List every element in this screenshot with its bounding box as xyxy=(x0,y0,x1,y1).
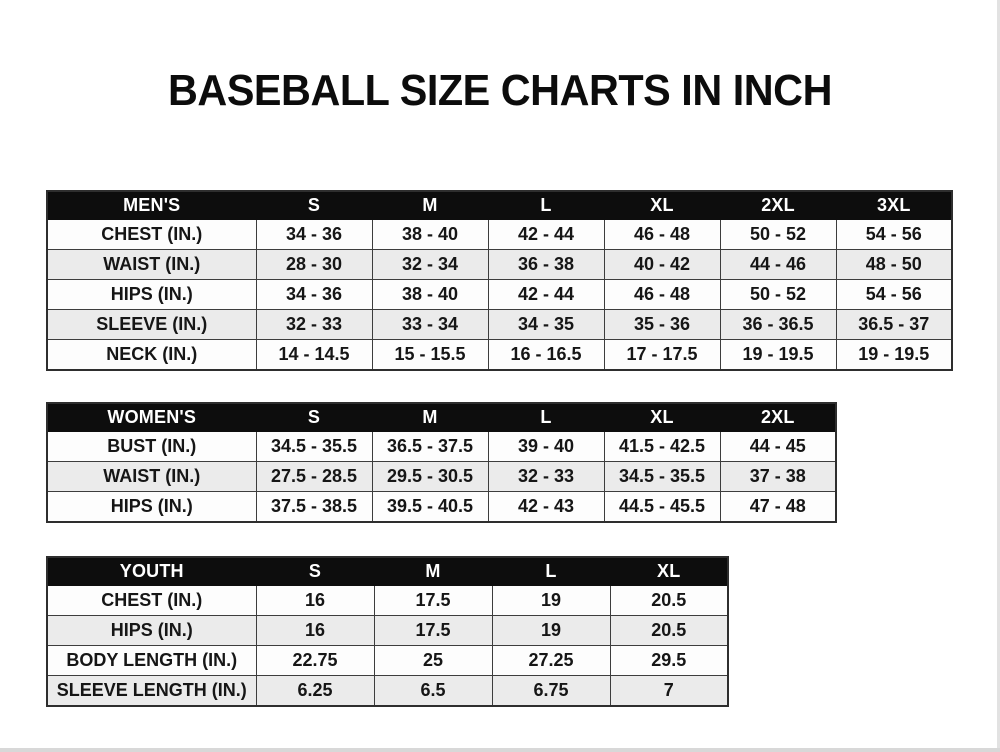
size-value-cell: 36.5 - 37.5 xyxy=(372,432,488,462)
size-value-cell: 38 - 40 xyxy=(372,280,488,310)
size-value-cell: 29.5 - 30.5 xyxy=(372,462,488,492)
size-value-cell: 47 - 48 xyxy=(720,492,836,523)
size-column-header-cell: S xyxy=(256,191,372,220)
size-value-cell: 34.5 - 35.5 xyxy=(256,432,372,462)
size-column-header-cell: XL xyxy=(604,191,720,220)
measurement-label-cell: SLEEVE LENGTH (IN.) xyxy=(47,676,256,707)
measurement-label-cell: BUST (IN.) xyxy=(47,432,256,462)
size-value-cell: 19 xyxy=(492,616,610,646)
size-value-cell: 32 - 34 xyxy=(372,250,488,280)
size-value-cell: 16 - 16.5 xyxy=(488,340,604,371)
table-row xyxy=(47,340,952,371)
size-value-cell: 16 xyxy=(256,586,374,616)
size-value-cell: 20.5 xyxy=(610,616,728,646)
size-value-cell: 19 - 19.5 xyxy=(836,340,952,371)
size-value-cell: 16 xyxy=(256,616,374,646)
mens-header-row xyxy=(47,191,952,220)
mens-size-table xyxy=(46,190,953,371)
size-value-cell: 50 - 52 xyxy=(720,280,836,310)
size-value-cell: 44.5 - 45.5 xyxy=(604,492,720,523)
size-value-cell: 14 - 14.5 xyxy=(256,340,372,371)
measurement-label-cell: HIPS (IN.) xyxy=(47,616,256,646)
table-row xyxy=(47,676,728,707)
measurement-label-cell: SLEEVE (IN.) xyxy=(47,310,256,340)
size-column-header-cell: M xyxy=(372,191,488,220)
size-value-cell: 27.5 - 28.5 xyxy=(256,462,372,492)
size-column-header-cell: L xyxy=(492,557,610,586)
size-value-cell: 44 - 46 xyxy=(720,250,836,280)
size-column-header-cell: 2XL xyxy=(720,191,836,220)
size-column-header-cell: M xyxy=(372,403,488,432)
size-value-cell: 46 - 48 xyxy=(604,280,720,310)
womens-size-table xyxy=(46,402,837,523)
size-value-cell: 50 - 52 xyxy=(720,220,836,250)
mens-group-header-cell: MEN'S xyxy=(47,191,256,220)
size-value-cell: 22.75 xyxy=(256,646,374,676)
measurement-label-cell: BODY LENGTH (IN.) xyxy=(47,646,256,676)
table-row xyxy=(47,462,836,492)
size-value-cell: 39.5 - 40.5 xyxy=(372,492,488,523)
measurement-label-cell: CHEST (IN.) xyxy=(47,220,256,250)
size-value-cell: 38 - 40 xyxy=(372,220,488,250)
size-value-cell: 29.5 xyxy=(610,646,728,676)
size-value-cell: 54 - 56 xyxy=(836,220,952,250)
size-value-cell: 6.5 xyxy=(374,676,492,707)
size-column-header-cell: L xyxy=(488,191,604,220)
size-column-header-cell: M xyxy=(374,557,492,586)
size-value-cell: 42 - 44 xyxy=(488,280,604,310)
size-value-cell: 41.5 - 42.5 xyxy=(604,432,720,462)
measurement-label-cell: HIPS (IN.) xyxy=(47,280,256,310)
size-value-cell: 32 - 33 xyxy=(488,462,604,492)
size-value-cell: 33 - 34 xyxy=(372,310,488,340)
size-column-header-cell: XL xyxy=(610,557,728,586)
table-row xyxy=(47,250,952,280)
size-value-cell: 36 - 36.5 xyxy=(720,310,836,340)
size-value-cell: 34 - 36 xyxy=(256,280,372,310)
womens-group-header-cell: WOMEN'S xyxy=(47,403,256,432)
size-column-header-cell: XL xyxy=(604,403,720,432)
youth-size-table xyxy=(46,556,729,707)
size-value-cell: 27.25 xyxy=(492,646,610,676)
youth-header-row xyxy=(47,557,728,586)
size-column-header-cell: S xyxy=(256,403,372,432)
table-row xyxy=(47,280,952,310)
size-value-cell: 48 - 50 xyxy=(836,250,952,280)
size-column-header-cell: S xyxy=(256,557,374,586)
table-row xyxy=(47,616,728,646)
measurement-label-cell: WAIST (IN.) xyxy=(47,250,256,280)
size-value-cell: 15 - 15.5 xyxy=(372,340,488,371)
size-value-cell: 20.5 xyxy=(610,586,728,616)
size-value-cell: 37 - 38 xyxy=(720,462,836,492)
table-row xyxy=(47,220,952,250)
measurement-label-cell: WAIST (IN.) xyxy=(47,462,256,492)
size-value-cell: 34 - 35 xyxy=(488,310,604,340)
size-column-header-cell: L xyxy=(488,403,604,432)
womens-header-row xyxy=(47,403,836,432)
size-value-cell: 17 - 17.5 xyxy=(604,340,720,371)
size-value-cell: 42 - 44 xyxy=(488,220,604,250)
size-value-cell: 44 - 45 xyxy=(720,432,836,462)
table-row xyxy=(47,492,836,523)
size-value-cell: 17.5 xyxy=(374,586,492,616)
size-value-cell: 46 - 48 xyxy=(604,220,720,250)
measurement-label-cell: HIPS (IN.) xyxy=(47,492,256,523)
size-value-cell: 54 - 56 xyxy=(836,280,952,310)
size-value-cell: 42 - 43 xyxy=(488,492,604,523)
size-value-cell: 37.5 - 38.5 xyxy=(256,492,372,523)
size-value-cell: 36 - 38 xyxy=(488,250,604,280)
size-column-header-cell: 3XL xyxy=(836,191,952,220)
size-value-cell: 35 - 36 xyxy=(604,310,720,340)
size-value-cell: 6.25 xyxy=(256,676,374,707)
size-value-cell: 40 - 42 xyxy=(604,250,720,280)
size-value-cell: 6.75 xyxy=(492,676,610,707)
size-value-cell: 36.5 - 37 xyxy=(836,310,952,340)
size-value-cell: 28 - 30 xyxy=(256,250,372,280)
table-row xyxy=(47,310,952,340)
page-bottom-edge-line xyxy=(0,748,1000,752)
page-title: BASEBALL SIZE CHARTS IN INCH xyxy=(168,66,832,115)
measurement-label-cell: CHEST (IN.) xyxy=(47,586,256,616)
table-row xyxy=(47,586,728,616)
size-column-header-cell: 2XL xyxy=(720,403,836,432)
size-value-cell: 17.5 xyxy=(374,616,492,646)
table-row xyxy=(47,432,836,462)
size-value-cell: 32 - 33 xyxy=(256,310,372,340)
size-value-cell: 34 - 36 xyxy=(256,220,372,250)
size-value-cell: 19 xyxy=(492,586,610,616)
youth-group-header-cell: YOUTH xyxy=(47,557,256,586)
size-value-cell: 34.5 - 35.5 xyxy=(604,462,720,492)
table-row xyxy=(47,646,728,676)
size-value-cell: 39 - 40 xyxy=(488,432,604,462)
measurement-label-cell: NECK (IN.) xyxy=(47,340,256,371)
size-value-cell: 7 xyxy=(610,676,728,707)
size-value-cell: 19 - 19.5 xyxy=(720,340,836,371)
size-value-cell: 25 xyxy=(374,646,492,676)
